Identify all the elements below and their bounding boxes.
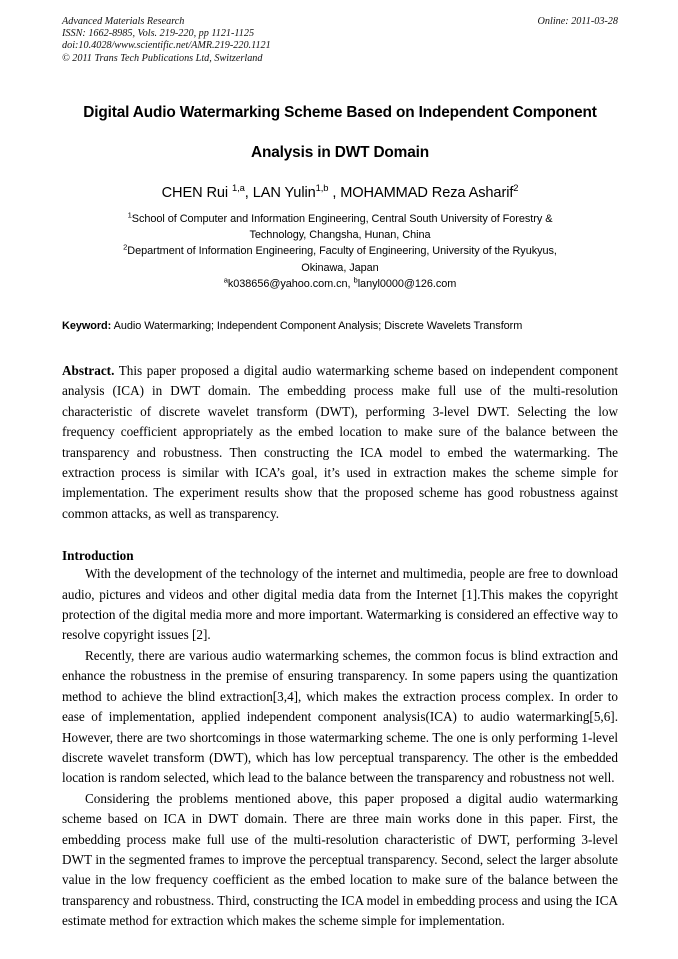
author-3-name: MOHAMMAD Reza Asharif bbox=[340, 185, 514, 201]
journal-name: Advanced Materials Research bbox=[62, 16, 185, 27]
keyword-values: Audio Watermarking; Independent Component Analysis; Discrete Wavelets Transform bbox=[111, 320, 523, 333]
introduction-paragraph-3: Considering the problems mentioned above, this paper proposed a digital audio watermarking scheme based on ICA in DWT domain. There are three main works done in this paper. First, the embedding process make full use of the multi-resolution characteristic of DWT, performing 3-level DWT in the segmented frames to improve the perceptual transparency. Second, select the larger absolute value in the low frequency coefficient as the embed location to make sure of the balance between the transparency and robustness. Third, constructing the ICA model in embedding process and using the ICA estimate method for extraction which makes the scheme simple for implementation. bbox=[62, 790, 618, 929]
issn-line: ISSN: 1662-8985, Vols. 219-220, pp 1121-1125 bbox=[62, 28, 255, 40]
author-1-name: CHEN Rui bbox=[161, 185, 233, 201]
copyright-line: © 2011 Trans Tech Publications Ltd, Switzerland bbox=[62, 52, 263, 64]
affiliation-2-marker: 2 bbox=[123, 242, 128, 252]
section-heading-introduction: Introduction bbox=[62, 548, 134, 564]
author-emails bbox=[62, 276, 618, 292]
affiliation-1-line-2: Technology, Changsha, Hunan, China bbox=[249, 229, 431, 242]
doi-line: doi:10.4028/www.scientific.net/AMR.219-220.1121 bbox=[62, 40, 271, 52]
introduction-paragraph-2: Recently, there are various audio watermarking schemes, the common focus is blind extraction and enhance the robustness in the premise of ensuring transparency. In some papers using the quantization method to achieve the blind extraction[3,4], which makes the extraction process complex. In order to ease of implementation, applied independent component analysis(ICA) to audio watermarking[5,6]. However, there are two shortcomings in those watermarking scheme. The one is only performing 1-level discrete wavelet transform (DWT), which has low perceptual transparency. The other is the embedded location is random selected, which lead to the balance between the transparency and robustness not well. bbox=[62, 647, 618, 786]
abstract-label: Abstract. bbox=[62, 363, 115, 379]
affiliation-block bbox=[62, 211, 618, 292]
keyword-line bbox=[62, 319, 618, 334]
introduction-paragraph-1: With the development of the technology of the internet and multimedia, people are free to download audio, pictures and videos and other digital media data from the Internet [1].This makes the copyright protection of the digital media more and more important. Watermarking is considered an effective way to resolve copyright issues [2]. bbox=[62, 566, 618, 643]
page-content bbox=[62, 16, 618, 932]
email-2-marker: b bbox=[353, 275, 358, 285]
affiliation-2-line-2: Okinawa, Japan bbox=[301, 261, 379, 274]
journal-metadata bbox=[62, 16, 482, 65]
affiliation-2 bbox=[62, 243, 618, 259]
author-3-affiliation-marker: 2 bbox=[513, 182, 519, 194]
author-separator-2: , bbox=[328, 185, 341, 201]
title-line-2: Analysis in DWT Domain bbox=[251, 144, 429, 161]
author-separator-1: , bbox=[244, 185, 253, 201]
masthead bbox=[62, 16, 618, 72]
online-date: Online: 2011-03-28 bbox=[537, 16, 618, 27]
abstract-text: This paper proposed a digital audio watermarking scheme based on independent component analysis (ICA) in DWT domain. The embedding process make full use of the multi-resolution characteristic of discrete wavelet transform (DWT), performing 3-level DWT. Selecting the low frequency coefficient appropriately as the embed location to make sure of the balance between the transparency and robustness. Then constructing the ICA model to embed the watermarking. The extraction process is similar with ICA’s goal, it’s used in extraction makes the scheme simple for implementation. The experiment results show that the proposed scheme has good robustness against common attacks, as well as transparency. bbox=[62, 363, 618, 521]
email-1-marker: a bbox=[223, 275, 228, 285]
email-2[interactable]: lanyl0000@126.com bbox=[357, 277, 457, 290]
affiliation-1 bbox=[62, 211, 618, 227]
author-2-name: LAN Yulin bbox=[252, 185, 316, 201]
author-list bbox=[62, 184, 618, 202]
affiliation-2-line-1: Department of Information Engineering, Faculty of Engineering, University of the Ryukyus, bbox=[127, 245, 557, 258]
affiliation-1-marker: 1 bbox=[127, 210, 132, 220]
author-2-affiliation-marker: 1,b bbox=[315, 182, 329, 194]
keyword-label: Keyword: bbox=[62, 320, 112, 333]
title-line-1: Digital Audio Watermarking Scheme Based on Independent Component bbox=[83, 104, 597, 121]
abstract-paragraph bbox=[62, 361, 618, 524]
email-1[interactable]: k038656@yahoo.com.cn, bbox=[227, 277, 354, 290]
author-1-affiliation-marker: 1,a bbox=[232, 182, 245, 194]
affiliation-1-line-1: School of Computer and Information Engineering, Central South University of Forestry & bbox=[131, 213, 553, 225]
page-title bbox=[62, 103, 618, 162]
